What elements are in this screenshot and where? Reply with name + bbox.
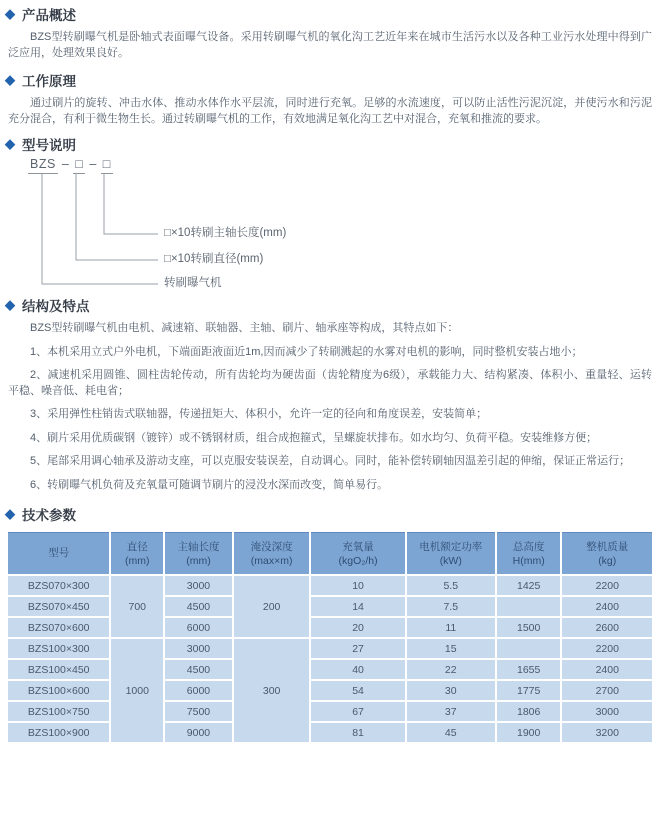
diagram-label-diameter: □×10转刷直径(mm) bbox=[164, 253, 264, 265]
model-connector-lines bbox=[0, 154, 660, 292]
col-header-model: 型号 bbox=[8, 532, 109, 574]
cell-power: 45 bbox=[407, 723, 495, 742]
cell-oxygen: 54 bbox=[311, 681, 404, 700]
cell-diameter-merged: 1000 bbox=[111, 639, 163, 742]
col-header-oxygenation: 充氧量 (kgO₂/h) bbox=[311, 532, 404, 574]
cell-diameter-merged: 700 bbox=[111, 576, 163, 637]
cell-oxygen: 81 bbox=[311, 723, 404, 742]
section-title-text: 产品概述 bbox=[22, 7, 76, 23]
principle-paragraph: 通过刷片的旋转、冲击水体、推动水体作水平层流，同时进行充氧。足够的水流速度，可以防止活性污泥沉淀，并使污水和污泥充分混合，有利于微生物生长。通过转刷曝气机的工作，有效地满足氧化沟工艺中对混合，充氧和推流的要求。 bbox=[8, 97, 652, 125]
cell-power: 5.5 bbox=[407, 576, 495, 595]
section-title-text: 型号说明 bbox=[22, 137, 76, 153]
cell-power: 37 bbox=[407, 702, 495, 721]
cell-power: 7.5 bbox=[407, 597, 495, 616]
cell-height: 1900 bbox=[497, 723, 561, 742]
col-header-machine-weight: 整机质量 (kg) bbox=[562, 532, 652, 574]
feature-item-6: 6、转刷曝气机负荷及充氧量可随调节刷片的浸没水深而改变，简单易行。 bbox=[30, 478, 389, 491]
cell-length: 6000 bbox=[165, 681, 232, 700]
cell-model: BZS070×450 bbox=[8, 597, 109, 616]
cell-depth-merged: 300 bbox=[234, 639, 310, 742]
cell-model: BZS070×600 bbox=[8, 618, 109, 637]
cell-power: 11 bbox=[407, 618, 495, 637]
section-title-overview bbox=[0, 5, 660, 22]
section-title-text: 结构及特点 bbox=[22, 298, 90, 314]
feature-item-4: 4、刷片采用优质碳钢（镀锌）或不锈钢材质，组合成抱箍式，呈螺旋状排布。如水均匀、负荷平稳。安装维修方便； bbox=[30, 431, 598, 444]
cell-power: 30 bbox=[407, 681, 495, 700]
diagram-label-spindle-length: □×10转刷主轴长度(mm) bbox=[164, 227, 287, 239]
cell-model: BZS100×300 bbox=[8, 639, 109, 658]
cell-oxygen: 67 bbox=[311, 702, 404, 721]
cell-weight: 3200 bbox=[562, 723, 652, 742]
section-title-principle bbox=[0, 71, 660, 88]
cell-power: 15 bbox=[407, 639, 495, 658]
feature-item-3: 3、采用弹性柱销齿式联轴器，传递扭矩大、体积小，允许一定的径向和角度误差，安装简单； bbox=[30, 408, 488, 420]
cell-weight: 2400 bbox=[562, 660, 652, 679]
table-row bbox=[8, 723, 652, 742]
cell-weight: 2700 bbox=[562, 681, 652, 700]
cell-model: BZS100×900 bbox=[8, 723, 109, 742]
cell-oxygen: 27 bbox=[311, 639, 404, 658]
col-header-spindle-length: 主轴长度 (mm) bbox=[165, 532, 232, 574]
cell-length: 4500 bbox=[165, 597, 232, 616]
cell-oxygen: 10 bbox=[311, 576, 404, 595]
model-code-diagram bbox=[0, 154, 660, 292]
feature-item-5: 5、尾部采用调心轴承及游动支座，可以克服安装误差，自动调心。同时，能补偿转刷轴因温差引起的伸缩，保证正常运行； bbox=[30, 455, 631, 467]
cell-height: 1806 bbox=[497, 702, 561, 721]
diagram-label-machine-name: 转刷曝气机 bbox=[164, 277, 222, 289]
section-title-text: 技术参数 bbox=[22, 507, 76, 523]
table-row bbox=[8, 681, 652, 700]
overview-paragraph: BZS型转刷曝气机是卧轴式表面曝气设备。采用转刷曝气机的氧化沟工艺近年来在城市生活污水以及各种工业污水处理中得到广泛应用，处理效果良好。 bbox=[8, 31, 652, 59]
table-row bbox=[8, 639, 652, 658]
cell-length: 9000 bbox=[165, 723, 232, 742]
cell-length: 3000 bbox=[165, 576, 232, 595]
cell-depth-merged: 200 bbox=[234, 576, 310, 637]
cell-weight: 2600 bbox=[562, 618, 652, 637]
section-title-features bbox=[0, 296, 660, 313]
diamond-bullet-icon: ◆ bbox=[5, 72, 15, 87]
table-row bbox=[8, 618, 652, 637]
cell-height bbox=[497, 639, 561, 658]
section-title-model bbox=[0, 135, 660, 152]
cell-weight: 2400 bbox=[562, 597, 652, 616]
cell-height bbox=[497, 597, 561, 616]
cell-height: 1425 bbox=[497, 576, 561, 595]
feature-item-2: 2、减速机采用圆锥、圆柱齿轮传动，所有齿轮均为硬齿面（齿轮精度为6级），承载能力大、结构紧凑、体积小、重量轻、运转平稳、噪音低、耗电省； bbox=[8, 369, 652, 397]
table-header-row bbox=[8, 532, 652, 574]
cell-power: 22 bbox=[407, 660, 495, 679]
cell-length: 3000 bbox=[165, 639, 232, 658]
cell-oxygen: 40 bbox=[311, 660, 404, 679]
section-title-text: 工作原理 bbox=[22, 73, 76, 89]
model-dash: – bbox=[89, 157, 97, 171]
diamond-bullet-icon: ◆ bbox=[5, 6, 15, 21]
feature-item-1: 1、本机采用立式户外电机，下端面距液面近1m,因而减少了转刷溅起的水雾对电机的影响，同时整机安装占地小； bbox=[30, 345, 583, 358]
model-box-diameter: □ bbox=[73, 157, 85, 174]
cell-weight: 2200 bbox=[562, 639, 652, 658]
table-row bbox=[8, 702, 652, 721]
features-intro: BZS型转刷曝气机由电机、减速箱、联轴器、主轴、刷片、轴承座等构成，其特点如下： bbox=[30, 322, 459, 334]
col-header-total-height: 总高度 H(mm) bbox=[497, 532, 561, 574]
model-box-length: □ bbox=[101, 157, 113, 174]
table-row bbox=[8, 660, 652, 679]
cell-weight: 3000 bbox=[562, 702, 652, 721]
cell-height: 1775 bbox=[497, 681, 561, 700]
table-row bbox=[8, 597, 652, 616]
cell-height: 1500 bbox=[497, 618, 561, 637]
cell-length: 4500 bbox=[165, 660, 232, 679]
cell-length: 7500 bbox=[165, 702, 232, 721]
cell-model: BZS070×300 bbox=[8, 576, 109, 595]
cell-length: 6000 bbox=[165, 618, 232, 637]
diamond-bullet-icon: ◆ bbox=[5, 136, 15, 151]
product-datasheet-page bbox=[0, 5, 660, 829]
col-header-submersion-depth: 淹没深度 (max×m) bbox=[234, 532, 310, 574]
model-code-formula bbox=[28, 157, 113, 174]
cell-oxygen: 20 bbox=[311, 618, 404, 637]
model-dash: – bbox=[61, 157, 70, 171]
diamond-bullet-icon: ◆ bbox=[5, 506, 15, 521]
cell-model: BZS100×450 bbox=[8, 660, 109, 679]
cell-oxygen: 14 bbox=[311, 597, 404, 616]
table-row bbox=[8, 576, 652, 595]
col-header-diameter: 直径 (mm) bbox=[111, 532, 163, 574]
cell-height: 1655 bbox=[497, 660, 561, 679]
cell-model: BZS100×600 bbox=[8, 681, 109, 700]
cell-weight: 2200 bbox=[562, 576, 652, 595]
cell-model: BZS100×750 bbox=[8, 702, 109, 721]
section-title-specs bbox=[0, 505, 660, 522]
diamond-bullet-icon: ◆ bbox=[5, 297, 15, 312]
model-prefix: BZS bbox=[28, 157, 58, 174]
col-header-motor-power: 电机额定功率 (kW) bbox=[407, 532, 495, 574]
technical-parameters-table bbox=[6, 530, 654, 744]
